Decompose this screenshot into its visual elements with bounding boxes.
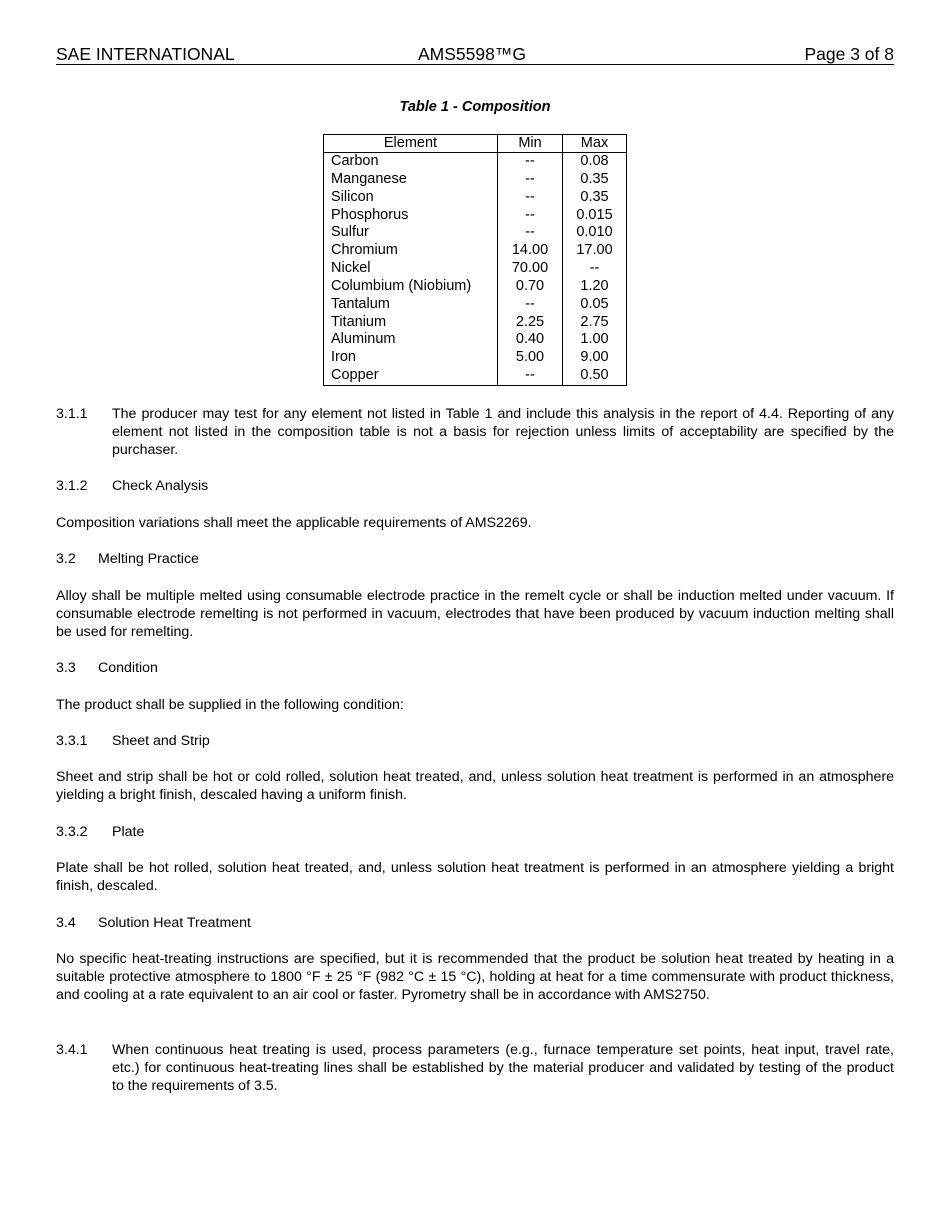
min-cell: 70.00 xyxy=(498,260,563,278)
element-cell: Chromium xyxy=(324,242,498,260)
header-organization: SAE INTERNATIONAL xyxy=(56,44,235,64)
element-cell: Titanium xyxy=(324,314,498,332)
min-cell: 0.40 xyxy=(498,331,563,349)
section-3-3-2-text: Plate shall be hot rolled, solution heat treated, and, unless solution heat treatment is performed in an atmosphere yielding a bright finish, descaled. xyxy=(56,860,894,894)
table-row xyxy=(324,189,627,207)
min-cell: -- xyxy=(498,296,563,314)
section-3-1-2-heading xyxy=(56,477,894,495)
section-number: 3.1.1 xyxy=(56,406,88,422)
min-cell: -- xyxy=(498,367,563,385)
max-cell: 1.00 xyxy=(563,331,627,349)
max-cell: 0.010 xyxy=(563,224,627,242)
table-row xyxy=(324,242,627,260)
section-3-1-2-text: Composition variations shall meet the applicable requirements of AMS2269. xyxy=(56,515,532,531)
min-cell: -- xyxy=(498,171,563,189)
table-row xyxy=(324,278,627,296)
section-number: 3.3 xyxy=(56,660,76,676)
table-row xyxy=(324,296,627,314)
element-cell: Copper xyxy=(324,367,498,385)
section-number: 3.1.2 xyxy=(56,478,88,494)
max-cell: 2.75 xyxy=(563,314,627,332)
table-row xyxy=(324,349,627,367)
section-3-2-text: Alloy shall be multiple melted using consumable electrode practice in the remelt cycle or shall be induction melted under vacuum. If consumable electrode remelting is not performed in vacuum, electrodes that have been produced by vacuum induction melting shall be used for remelting. xyxy=(56,588,894,640)
element-cell: Tantalum xyxy=(324,296,498,314)
table-title: Table 1 - Composition xyxy=(399,99,551,115)
max-cell: 0.35 xyxy=(563,171,627,189)
max-cell: 1.20 xyxy=(563,278,627,296)
max-cell: 0.08 xyxy=(563,153,627,171)
min-cell: -- xyxy=(498,153,563,171)
page-header xyxy=(56,44,894,65)
table-header-row xyxy=(324,135,627,153)
column-header-element: Element xyxy=(324,135,498,153)
section-title: Solution Heat Treatment xyxy=(98,915,251,931)
column-header-max: Max xyxy=(563,135,627,153)
section-3-1-1 xyxy=(56,405,894,459)
max-cell: 0.05 xyxy=(563,296,627,314)
section-title: Condition xyxy=(98,660,158,676)
table-row xyxy=(324,171,627,189)
table-row xyxy=(324,367,627,385)
element-cell: Columbium (Niobium) xyxy=(324,278,498,296)
section-3-3-2-heading xyxy=(56,823,894,841)
min-cell: 5.00 xyxy=(498,349,563,367)
max-cell: 17.00 xyxy=(563,242,627,260)
section-number: 3.4 xyxy=(56,915,76,931)
element-cell: Sulfur xyxy=(324,224,498,242)
table-row xyxy=(324,331,627,349)
column-header-min: Min xyxy=(498,135,563,153)
element-cell: Iron xyxy=(324,349,498,367)
max-cell: 9.00 xyxy=(563,349,627,367)
element-cell: Phosphorus xyxy=(324,207,498,225)
section-3-4-heading xyxy=(56,914,894,932)
element-cell: Nickel xyxy=(324,260,498,278)
max-cell: 0.35 xyxy=(563,189,627,207)
composition-table xyxy=(323,134,627,386)
table-row xyxy=(324,153,627,171)
max-cell: 0.50 xyxy=(563,367,627,385)
min-cell: -- xyxy=(498,207,563,225)
element-cell: Manganese xyxy=(324,171,498,189)
element-cell: Carbon xyxy=(324,153,498,171)
section-3-3-1-heading xyxy=(56,732,894,750)
section-title: Plate xyxy=(112,824,145,840)
table-row xyxy=(324,224,627,242)
min-cell: -- xyxy=(498,189,563,207)
section-3-3-text: The product shall be supplied in the following condition: xyxy=(56,697,404,713)
max-cell: -- xyxy=(563,260,627,278)
min-cell: -- xyxy=(498,224,563,242)
header-document-number: AMS5598™G xyxy=(418,44,526,64)
section-number: 3.4.1 xyxy=(56,1042,88,1058)
table-row xyxy=(324,314,627,332)
section-3-3-1-text: Sheet and strip shall be hot or cold rolled, solution heat treated, and, unless solution heat treatment is performed in an atmosphere yielding a bright finish, descaled having a uniform finish. xyxy=(56,769,894,803)
section-text: The producer may test for any element not listed in Table 1 and include this analysis in the report of 4.4. Reporting of any element not listed in the composition table is not a basis for rejection unless limits of acceptability are specified by the purchaser. xyxy=(112,406,894,458)
table-row xyxy=(324,260,627,278)
section-number: 3.2 xyxy=(56,551,76,567)
section-3-4-1 xyxy=(56,1041,894,1095)
section-number: 3.3.1 xyxy=(56,733,88,749)
min-cell: 0.70 xyxy=(498,278,563,296)
header-page-number: Page 3 of 8 xyxy=(804,44,894,64)
section-title: Melting Practice xyxy=(98,551,199,567)
section-3-2-heading xyxy=(56,550,894,568)
section-number: 3.3.2 xyxy=(56,824,88,840)
table-row xyxy=(324,207,627,225)
section-text: When continuous heat treating is used, process parameters (e.g., furnace temperature set points, heat input, travel rate, etc.) for continuous heat-treating lines shall be established by the material producer and validated by testing of the product to the requirements of 3.5. xyxy=(112,1042,894,1094)
element-cell: Aluminum xyxy=(324,331,498,349)
min-cell: 14.00 xyxy=(498,242,563,260)
element-cell: Silicon xyxy=(324,189,498,207)
section-title: Check Analysis xyxy=(112,478,209,494)
section-3-3-heading xyxy=(56,659,894,677)
max-cell: 0.015 xyxy=(563,207,627,225)
section-title: Sheet and Strip xyxy=(112,733,210,749)
min-cell: 2.25 xyxy=(498,314,563,332)
section-3-4-text: No specific heat-treating instructions are specified, but it is recommended that the product be solution heat treated by heating in a suitable protective atmosphere to 1800 °F ± 25 °F (982 °C ± 15 °C), holding at heat for a time commensurate with product thickness, and cooling at a rate equivalent to an air cool or faster. Pyrometry shall be in accordance with AMS2750. xyxy=(56,951,894,1003)
